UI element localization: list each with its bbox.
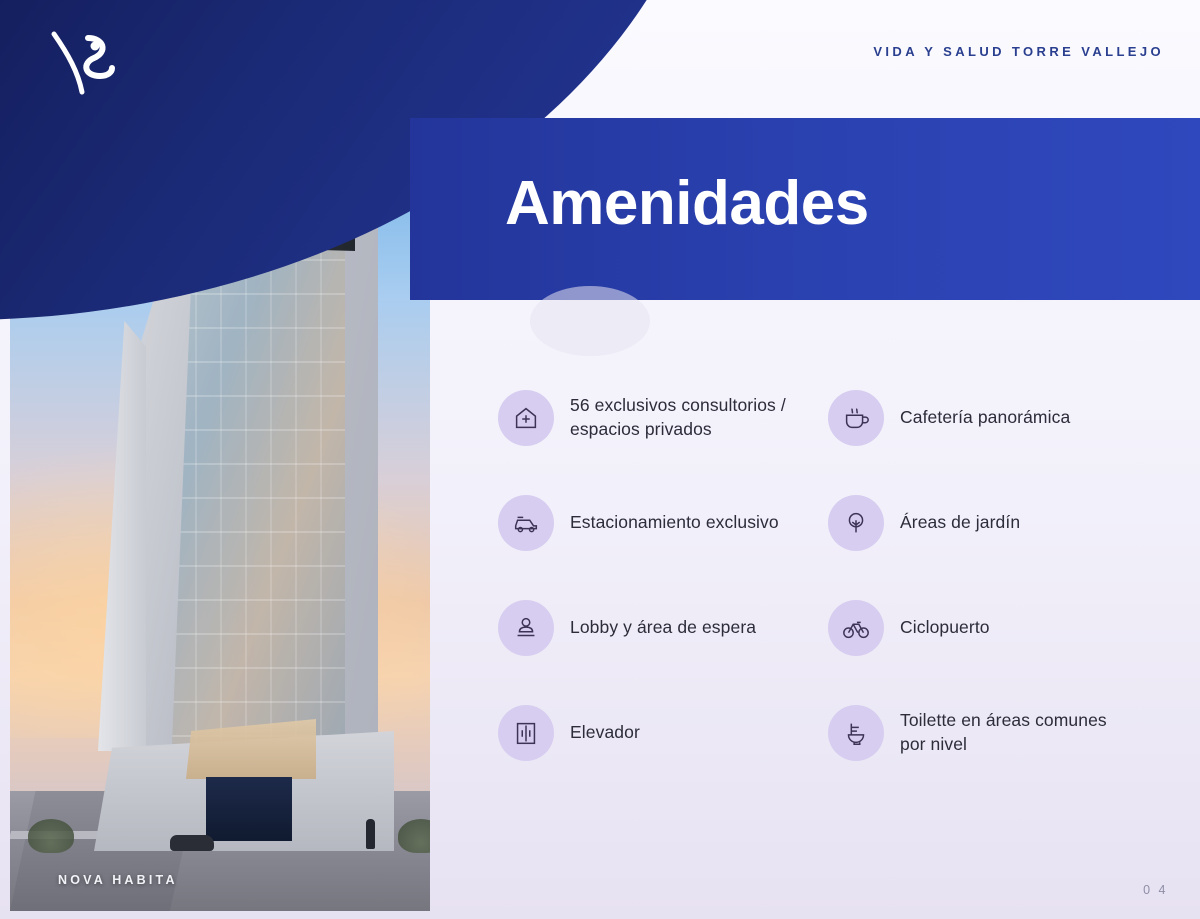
reception-person-icon [498,600,554,656]
amenities-grid [498,365,1158,785]
bicycle-icon [828,600,884,656]
parking-car-icon [498,495,554,551]
page-number: 0 4 [1143,883,1168,897]
company-logo [48,28,118,100]
amenity-item [828,365,1158,470]
page-title: Amenidades [505,169,869,238]
toilet-icon [828,705,884,761]
elevator-icon [498,705,554,761]
amenity-label: Toilette en áreas comunes por nivel [900,710,1107,754]
amenity-item [498,470,828,575]
amenity-item [498,575,828,680]
coffee-cup-icon [828,390,884,446]
amenity-label: Cafetería panorámica [900,406,1071,427]
car [170,835,214,851]
brand-header: VIDA Y SALUD TORRE VALLEJO [873,44,1164,59]
hospital-icon [498,390,554,446]
amenity-label: Lobby y área de espera [570,616,757,637]
pedestrian [366,819,375,849]
amenity-item [828,680,1158,785]
amenity-label: Elevador [570,721,640,742]
amenity-label: Ciclopuerto [900,616,990,637]
amenity-item [498,680,828,785]
bush [398,819,430,853]
decorative-ellipse [530,286,650,356]
amenity-item [828,575,1158,680]
amenity-label: Áreas de jardín [900,511,1021,532]
bush [28,819,74,853]
photo-caption: NOVA HABITA [58,873,178,887]
amenity-label: Estacionamiento exclusivo [570,511,779,532]
tree-garden-icon [828,495,884,551]
amenity-item [498,365,828,470]
amenity-item [828,470,1158,575]
amenity-label: 56 exclusivos consultorios / espacios privados [570,395,786,439]
building-entrance [206,777,292,841]
